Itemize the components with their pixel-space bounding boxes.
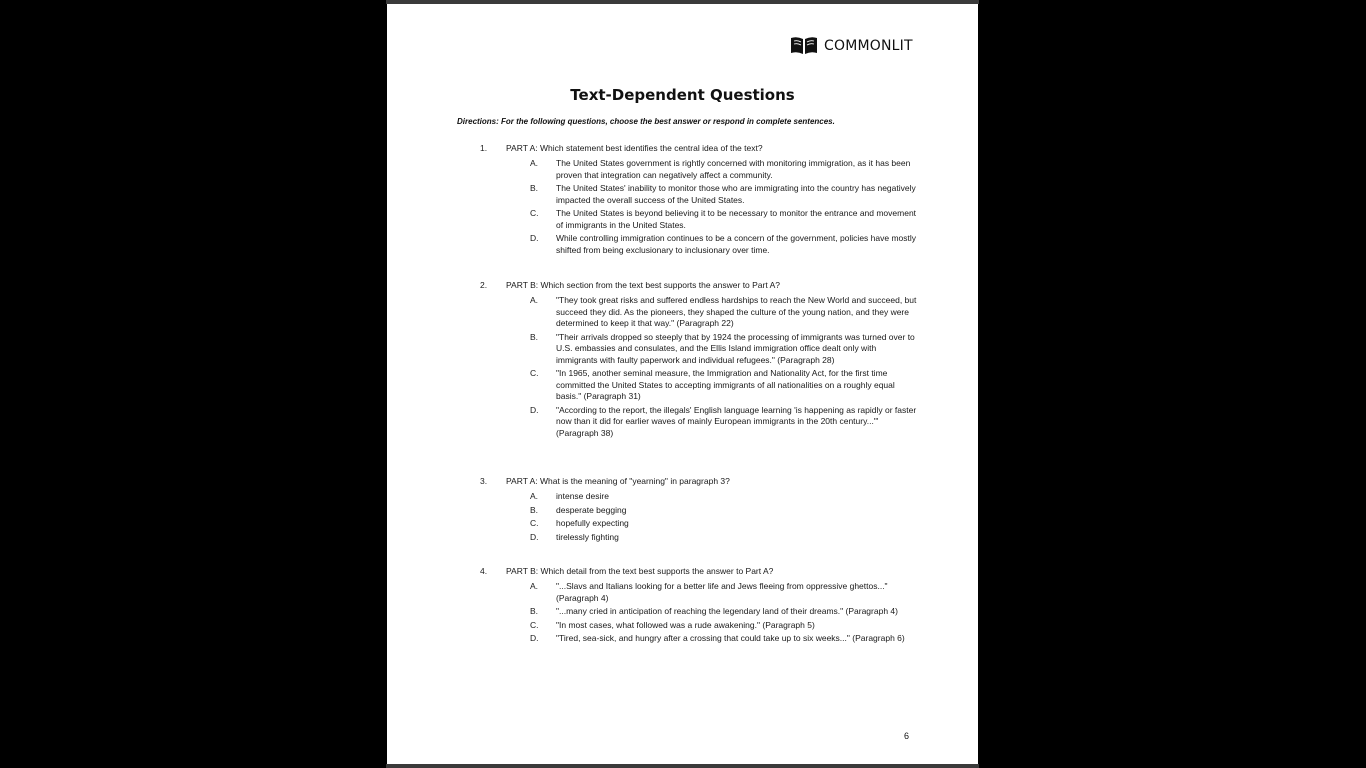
option-letter: D. [530,531,539,542]
option-letter: B. [530,504,539,515]
option-text: desperate begging [556,504,627,515]
answer-option [480,233,920,256]
option-letter: B. [530,183,539,193]
answer-option [480,183,920,206]
option-letter: A. [530,491,539,501]
answer-option [480,518,920,530]
option-letter: C. [530,368,539,378]
option-text: "...Slavs and Italians looking for a better life and Jews fleeing from oppressive ghettos..." (Paragraph 4) [556,581,888,603]
option-text: intense desire [556,491,609,501]
option-text: tirelessly fighting [556,531,619,542]
answer-option [480,505,920,517]
answer-option [480,606,920,618]
option-letter: B. [530,606,539,616]
answer-options [480,158,920,258]
answer-option [480,633,920,645]
option-letter: C. [530,518,539,528]
option-text: "Their arrivals dropped so steeply that by 1924 the processing of immigrants was turned over to U.S. embassies and consulates, and the Ellis Island immigration office dealt only with immigrants with faulty paperwork and individual refugees." (Paragraph 28) [556,331,915,365]
option-letter: C. [530,619,539,630]
document-page [387,4,978,764]
answer-option [480,158,920,181]
answer-option [480,332,920,367]
question-prompt: PART A: What is the meaning of "yearning" in paragraph 3? [506,476,730,486]
option-text: hopefully expecting [556,518,629,528]
page-title: Text-Dependent Questions [570,86,795,104]
option-text: "...many cried in anticipation of reaching the legendary land of their dreams." (Paragraph 4) [556,606,898,616]
answer-option [480,581,920,604]
question-number: 3. [480,476,488,486]
option-text: The United States government is rightly concerned with monitoring immigration, as it has been proven that integration can negatively affect a community. [556,158,911,180]
option-text: "They took great risks and suffered endless hardships to reach the New World and succeed, but succeed they did. As the pioneers, they shaped the culture of the young nation, and they were determined to keep it that way." (Paragraph 22) [556,295,917,328]
answer-options [480,295,920,441]
question-prompt: PART B: Which detail from the text best supports the answer to Part A? [506,566,774,576]
question-number: 4. [480,566,488,576]
answer-option [480,208,920,231]
option-text: "According to the report, the illegals' English language learning 'is happening as rapidly or faster now than it did for earlier waves of mainly European immigrants in the 20th century...'" (Paragraph 38) [556,404,917,438]
option-letter: A. [530,295,539,305]
option-letter: D. [530,633,539,643]
option-text: "In most cases, what followed was a rude awakening." (Paragraph 5) [556,619,815,630]
option-letter: C. [530,208,539,218]
open-book-icon [790,36,818,56]
option-text: "Tired, sea-sick, and hungry after a crossing that could take up to six weeks..." (Paragraph 6) [556,633,905,643]
logo-text: COMMONLIT [824,38,913,54]
answer-option [480,491,920,503]
question-number: 2. [480,280,488,290]
commonlit-logo [790,35,913,57]
option-text: While controlling immigration continues to be a concern of the government, policies have mostly shifted from being exclusionary to inclusionary over time. [556,233,917,255]
answer-option [480,620,920,632]
question-number: 1. [480,143,488,153]
option-letter: D. [530,233,539,243]
option-letter: B. [530,331,539,342]
option-text: The United States is beyond believing it to be necessary to monitor the entrance and movement of immigrants in the United States. [556,208,917,230]
answer-option [480,405,920,440]
answer-option [480,295,920,330]
option-letter: D. [530,404,539,415]
question-prompt: PART B: Which section from the text best supports the answer to Part A? [506,280,781,290]
option-text: "In 1965, another seminal measure, the Immigration and Nationality Act, for the first time committed the United States to accepting immigrants of all nationalities on a roughly equal basis." (Paragraph 31) [556,368,895,401]
option-letter: A. [530,581,539,591]
question-prompt: PART A: Which statement best identifies the central idea of the text? [506,143,763,153]
answer-options [480,491,920,545]
answer-options [480,581,920,647]
answer-option [480,532,920,544]
answer-option [480,368,920,403]
page-number: 6 [904,731,910,741]
viewer-bottom-border [386,764,979,768]
option-letter: A. [530,158,539,168]
option-text: The United States' inability to monitor those who are immigrating into the country has negatively impacted the overall success of the United States. [556,183,916,205]
directions-text: Directions: For the following questions, choose the best answer or respond in complete sentences. [457,117,835,126]
